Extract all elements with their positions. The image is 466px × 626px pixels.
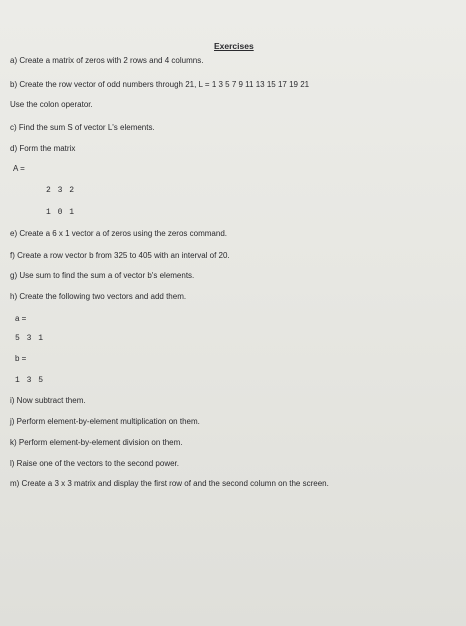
- exercise-b: b) Create the row vector of odd numbers through 21, L = 1 3 5 7 9 11 13 15 17 19 21: [10, 80, 310, 89]
- exercise-k: k) Perform element-by-element division on them.: [10, 438, 183, 447]
- exercise-i: i) Now subtract them.: [10, 396, 86, 405]
- exercise-b-note: Use the colon operator.: [10, 100, 93, 109]
- exercise-f: f) Create a row vector b from 325 to 405 with an interval of 20.: [10, 251, 230, 260]
- exercise-a: a) Create a matrix of zeros with 2 rows and 4 columns.: [10, 56, 204, 65]
- vector-a-label: a =: [15, 314, 27, 323]
- matrix-a-row-2: 1 0 1: [46, 208, 76, 217]
- exercise-c: c) Find the sum S of vector L's elements.: [10, 123, 155, 132]
- exercise-l: l) Raise one of the vectors to the second power.: [10, 459, 179, 468]
- vector-a-values: 5 3 1: [15, 334, 45, 343]
- exercise-j: j) Perform element-by-element multiplication on them.: [10, 417, 200, 426]
- exercise-e: e) Create a 6 x 1 vector a of zeros using the zeros command.: [10, 229, 227, 238]
- page-title: Exercises: [214, 41, 254, 51]
- vector-b-values: 1 3 5: [15, 376, 45, 385]
- matrix-a-row-1: 2 3 2: [46, 186, 76, 195]
- exercise-m: m) Create a 3 x 3 matrix and display the first row of and the second column on the screen.: [10, 479, 329, 488]
- exercise-d: d) Form the matrix: [10, 144, 76, 153]
- vector-b-label: b =: [15, 354, 27, 363]
- matrix-a-label: A =: [13, 164, 25, 173]
- exercise-h: h) Create the following two vectors and add them.: [10, 292, 187, 301]
- exercise-g: g) Use sum to find the sum a of vector b's elements.: [10, 271, 195, 280]
